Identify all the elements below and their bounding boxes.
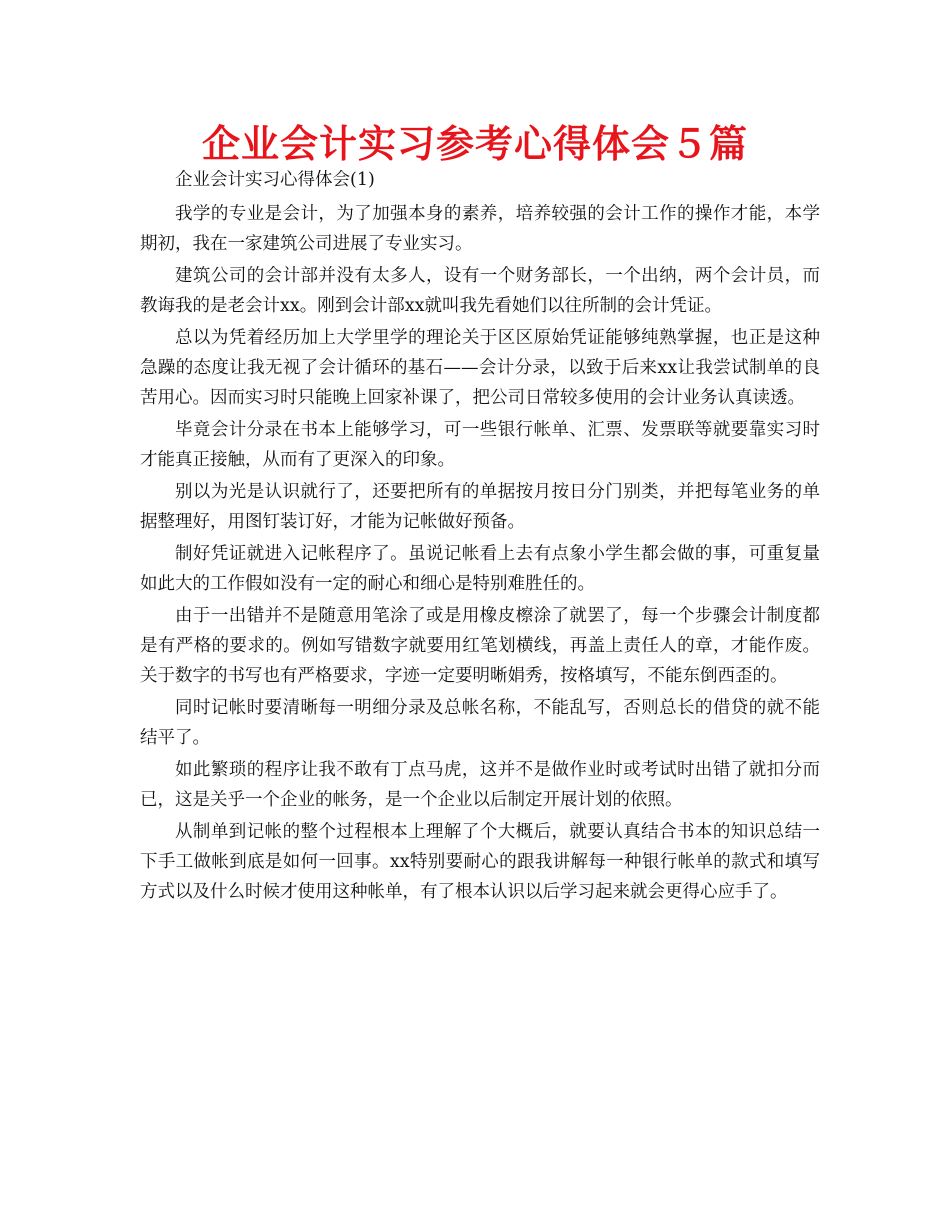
paragraph: 毕竟会计分录在书本上能够学习，可一些银行帐单、汇票、发票联等就要靠实习时才能真正接触，从而有了更深入的印象。 [140, 420, 820, 470]
paragraph: 如此繁琐的程序让我不敢有丁点马虎，这并不是做作业时或考试时出错了就扣分而已，这是关乎一个企业的帐务，是一个企业以后制定开展计划的依照。 [140, 760, 820, 810]
document-title: 企业会计实习参考心得体会５篇 [201, 122, 748, 166]
paragraph: 总以为凭着经历加上大学里学的理论关于区区原始凭证能够纯熟掌握，也正是这种急躁的态度让我无视了会计循环的基石——会计分录，以致于后来xx让我尝试制单的良苦用心。因而实习时只能晚上回家补课了，把公司日常较多使用的会计业务认真读透。 [140, 328, 820, 408]
paragraph: 建筑公司的会计部并没有太多人，设有一个财务部长，一个出纳，两个会计员，而教诲我的是老会计xx。刚到会计部xx就叫我先看她们以往所制的会计凭证。 [140, 266, 820, 316]
section-heading: 企业会计实习心得体会(1) [175, 170, 375, 190]
paragraph: 同时记帐时要清晰每一明细分录及总帐名称，不能乱写，否则总长的借贷的就不能结平了。 [140, 698, 820, 748]
paragraph: 我学的专业是会计，为了加强本身的素养，培养较强的会计工作的操作才能，本学期初，我在一家建筑公司进展了专业实习。 [140, 204, 820, 254]
document-body [140, 165, 820, 907]
paragraph: 制好凭证就进入记帐程序了。虽说记帐看上去有点象小学生都会做的事，可重复量如此大的工作假如没有一定的耐心和细心是特别难胜任的。 [140, 544, 820, 594]
paragraph: 从制单到记帐的整个过程根本上理解了个大概后，就要认真结合书本的知识总结一下手工做帐到底是如何一回事。xx特别要耐心的跟我讲解每一种银行帐单的款式和填写方式以及什么时候才使用这种帐单，有了根本认识以后学习起来就会更得心应手了。 [140, 822, 820, 902]
paragraph: 由于一出错并不是随意用笔涂了或是用橡皮檫涂了就罢了，每一个步骤会计制度都是有严格的要求的。例如写错数字就要用红笔划横线，再盖上责任人的章，才能作废。关于数字的书写也有严格要求，字迹一定要明晰娟秀，按格填写，不能东倒西歪的。 [140, 606, 820, 686]
paragraph: 别以为光是认识就行了，还要把所有的单据按月按日分门别类，并把每笔业务的单据整理好，用图钉装订好，才能为记帐做好预备。 [140, 482, 820, 532]
